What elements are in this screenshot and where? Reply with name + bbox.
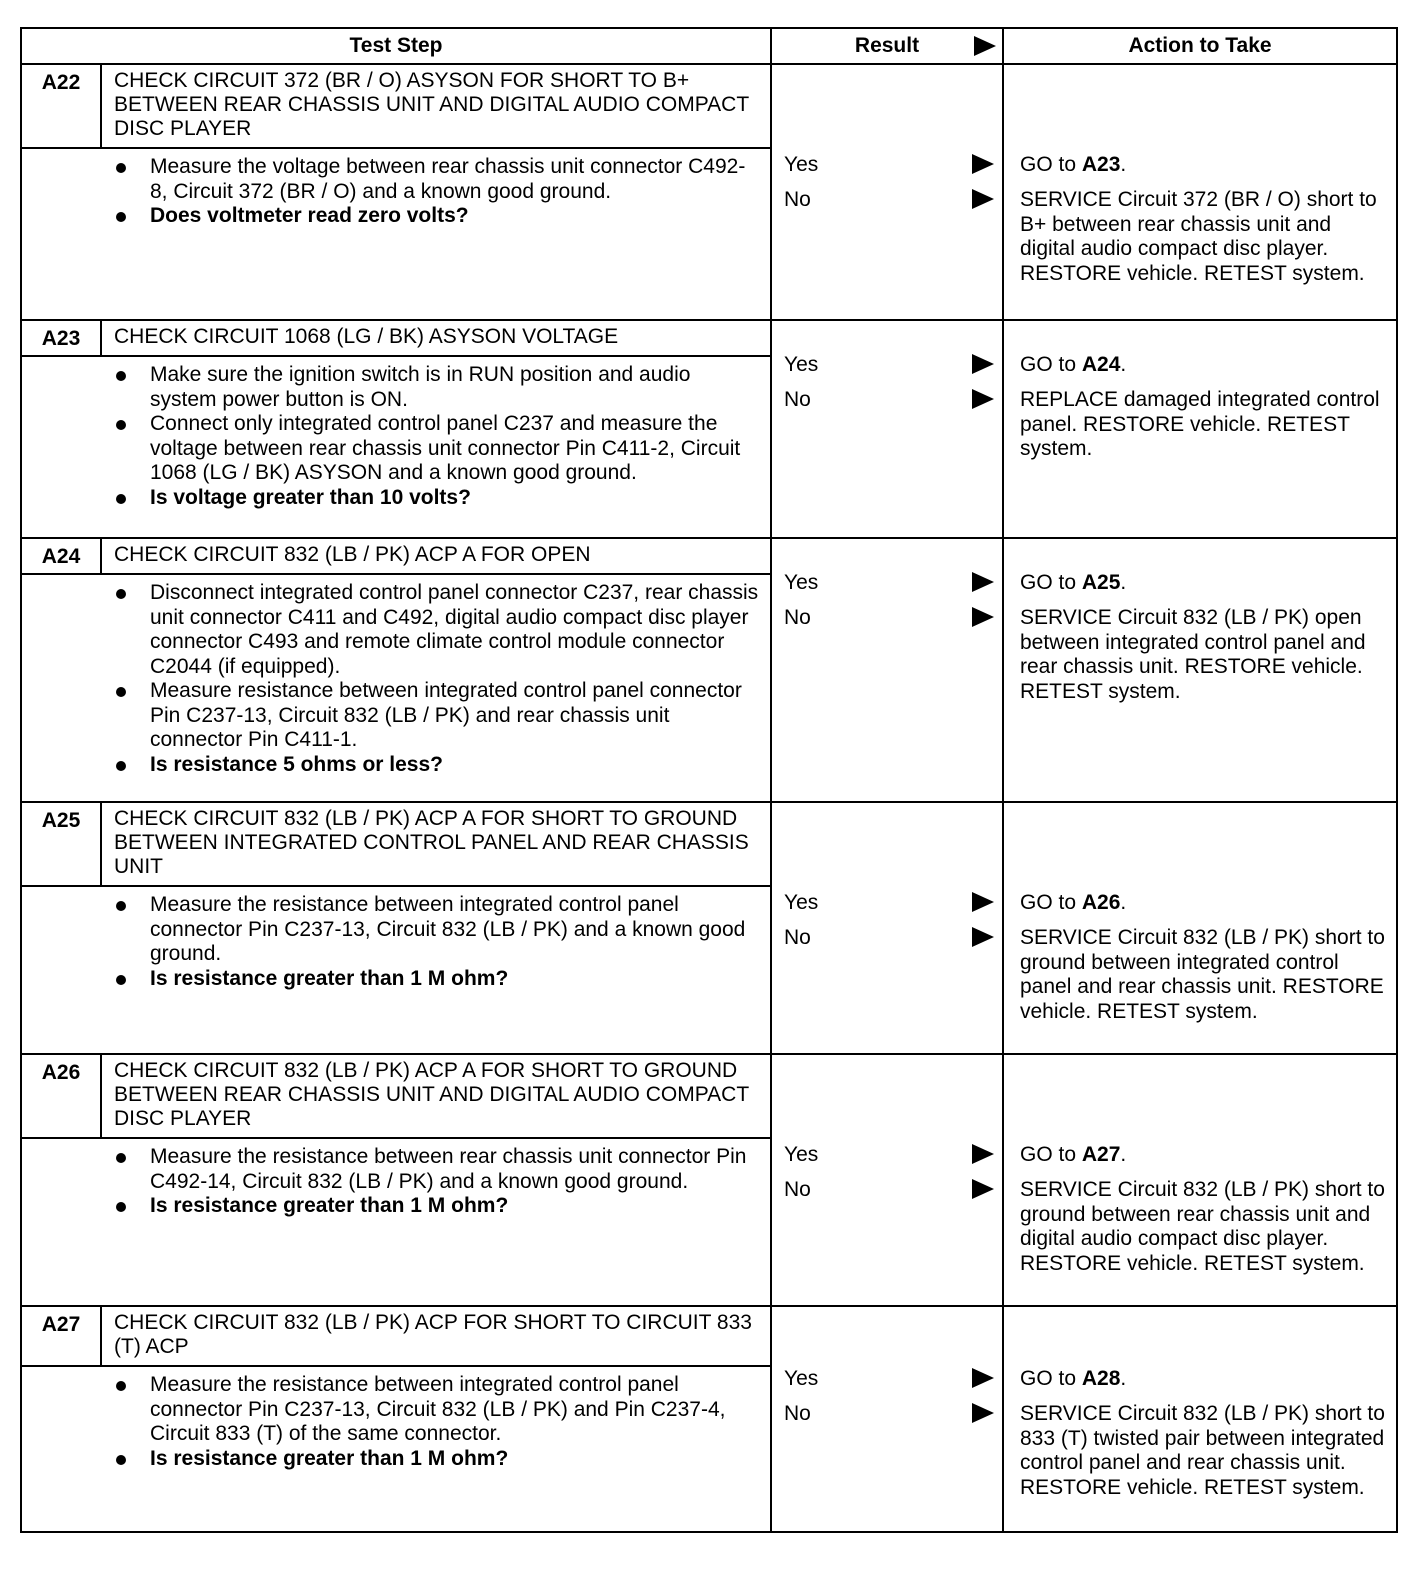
result-yes xyxy=(772,571,1002,606)
result-yes-label: Yes xyxy=(784,153,819,176)
step-body xyxy=(22,887,770,999)
header-action: Action to Take xyxy=(1003,28,1397,64)
action-yes-prefix: GO to xyxy=(1020,1143,1077,1166)
result-cell xyxy=(771,802,1003,1054)
action-cell xyxy=(1003,802,1397,1054)
arrow-right-icon xyxy=(972,1403,994,1423)
table-row xyxy=(21,538,1397,802)
step-id: A22 xyxy=(22,65,102,147)
action-yes-suffix: . xyxy=(1120,1367,1127,1390)
action-cell xyxy=(1003,64,1397,320)
step-question: Is resistance greater than 1 M ohm? xyxy=(114,1194,760,1219)
action-yes xyxy=(1004,353,1396,388)
result-cell xyxy=(771,1054,1003,1306)
result-no-label: No xyxy=(784,388,811,411)
step-header xyxy=(22,1055,770,1139)
step-instruction: Make sure the ignition switch is in RUN position and audio system power button is ON. xyxy=(114,363,760,412)
test-step-cell xyxy=(21,1054,771,1306)
table-row xyxy=(21,1306,1397,1532)
arrow-right-icon xyxy=(972,892,994,912)
result-no xyxy=(772,1402,1002,1437)
action-yes-suffix: . xyxy=(1120,153,1127,176)
action-cell xyxy=(1003,538,1397,802)
action-no: SERVICE Circuit 832 (LB / PK) open between integrated control panel and rear chassis unit. RESTORE vehicle. RETEST system. xyxy=(1020,606,1366,703)
result-yes xyxy=(772,891,1002,926)
table-row xyxy=(21,320,1397,538)
step-title: CHECK CIRCUIT 832 (LB / PK) ACP FOR SHORT TO CIRCUIT 833 (T) ACP xyxy=(114,1311,752,1358)
step-id: A26 xyxy=(22,1055,102,1137)
arrow-right-icon xyxy=(972,927,994,947)
result-yes-label: Yes xyxy=(784,1367,819,1390)
arrow-right-icon xyxy=(972,1179,994,1199)
header-result xyxy=(771,28,1003,64)
action-yes-prefix: GO to xyxy=(1020,571,1077,594)
result-no-label: No xyxy=(784,1402,811,1425)
action-yes-target: A28 xyxy=(1081,1367,1121,1390)
step-id: A23 xyxy=(22,321,102,355)
action-yes-prefix: GO to xyxy=(1020,153,1077,176)
step-body xyxy=(22,1367,770,1479)
action-cell xyxy=(1003,1054,1397,1306)
action-yes-suffix: . xyxy=(1120,891,1127,914)
result-cell xyxy=(771,320,1003,538)
result-yes xyxy=(772,353,1002,388)
result-yes xyxy=(772,1143,1002,1178)
action-yes xyxy=(1004,153,1396,188)
table-row xyxy=(21,64,1397,320)
action-yes-prefix: GO to xyxy=(1020,891,1077,914)
action-yes-suffix: . xyxy=(1120,1143,1127,1166)
test-step-cell xyxy=(21,802,771,1054)
action-yes-suffix: . xyxy=(1120,571,1127,594)
arrow-right-icon xyxy=(972,1144,994,1164)
result-no xyxy=(772,388,1002,423)
result-yes-label: Yes xyxy=(784,571,819,594)
step-id: A27 xyxy=(22,1307,102,1365)
step-title: CHECK CIRCUIT 372 (BR / O) ASYSON FOR SHORT TO B+ BETWEEN REAR CHASSIS UNIT AND DIGITAL AUDIO COMPACT DISC PLAYER xyxy=(114,69,749,140)
action-yes xyxy=(1004,1367,1396,1402)
step-body xyxy=(22,149,770,237)
action-yes-target: A24 xyxy=(1081,353,1121,376)
diagnostic-table-container xyxy=(20,27,1396,1533)
result-no-label: No xyxy=(784,926,811,949)
action-no: SERVICE Circuit 372 (BR / O) short to B+ between rear chassis unit and digital audio compact disc player. RESTORE vehicle. RETEST system. xyxy=(1020,188,1377,285)
table-row xyxy=(21,802,1397,1054)
step-question: Does voltmeter read zero volts? xyxy=(114,204,760,229)
step-instruction: Measure resistance between integrated control panel connector Pin C237-13, Circuit 832 (LB / PK) and rear chassis unit connector Pin C411-1. xyxy=(114,679,760,753)
arrow-right-icon xyxy=(972,572,994,592)
step-instruction: Measure the resistance between integrated control panel connector Pin C237-13, Circuit 832 (LB / PK) and a known good ground. xyxy=(114,893,760,967)
action-yes-target: A23 xyxy=(1081,153,1121,176)
result-cell xyxy=(771,1306,1003,1532)
step-id: A24 xyxy=(22,539,102,573)
step-header xyxy=(22,65,770,149)
header-row xyxy=(21,28,1397,64)
action-yes xyxy=(1004,891,1396,926)
arrow-right-icon xyxy=(972,607,994,627)
step-title: CHECK CIRCUIT 832 (LB / PK) ACP A FOR SHORT TO GROUND BETWEEN REAR CHASSIS UNIT AND DIGITAL AUDIO COMPACT DISC PLAYER xyxy=(114,1059,749,1130)
result-no xyxy=(772,926,1002,961)
test-step-cell xyxy=(21,538,771,802)
result-no-label: No xyxy=(784,1178,811,1201)
action-yes-target: A25 xyxy=(1081,571,1121,594)
result-yes-label: Yes xyxy=(784,1143,819,1166)
arrow-right-icon xyxy=(972,389,994,409)
action-no: SERVICE Circuit 832 (LB / PK) short to 833 (T) twisted pair between integrated control panel and rear chassis unit. RESTORE vehicle. RETEST system. xyxy=(1020,1402,1385,1499)
result-no xyxy=(772,606,1002,641)
table-row xyxy=(21,1054,1397,1306)
step-header xyxy=(22,321,770,357)
table-body xyxy=(21,64,1397,1532)
action-yes xyxy=(1004,1143,1396,1178)
step-title: CHECK CIRCUIT 832 (LB / PK) ACP A FOR OPEN xyxy=(114,543,591,566)
step-question: Is resistance greater than 1 M ohm? xyxy=(114,1447,760,1472)
result-yes-label: Yes xyxy=(784,353,819,376)
header-test-step: Test Step xyxy=(21,28,771,64)
result-no xyxy=(772,1178,1002,1213)
action-yes-prefix: GO to xyxy=(1020,1367,1077,1390)
result-no xyxy=(772,188,1002,223)
test-step-cell xyxy=(21,1306,771,1532)
result-yes-label: Yes xyxy=(784,891,819,914)
step-instruction: Measure the resistance between integrated control panel connector Pin C237-13, Circuit 832 (LB / PK) and Pin C237-4, Circuit 833 (T) of the same connector. xyxy=(114,1373,760,1447)
result-yes xyxy=(772,1367,1002,1402)
arrow-right-icon xyxy=(974,36,996,56)
step-body xyxy=(22,1139,770,1227)
action-no: REPLACE damaged integrated control panel. RESTORE vehicle. RETEST system. xyxy=(1020,388,1380,460)
test-step-cell xyxy=(21,64,771,320)
arrow-right-icon xyxy=(972,354,994,374)
arrow-right-icon xyxy=(972,154,994,174)
action-cell xyxy=(1003,320,1397,538)
diagnostic-table xyxy=(20,27,1398,1533)
step-instruction: Measure the resistance between rear chassis unit connector Pin C492-14, Circuit 832 (LB / PK) and a known good ground. xyxy=(114,1145,760,1194)
action-yes-target: A27 xyxy=(1081,1143,1121,1166)
action-yes-prefix: GO to xyxy=(1020,353,1077,376)
header-result-label: Result xyxy=(854,34,920,57)
result-cell xyxy=(771,538,1003,802)
step-header xyxy=(22,1307,770,1367)
result-no-label: No xyxy=(784,188,811,211)
step-instruction: Disconnect integrated control panel connector C237, rear chassis unit connector C411 and C492, digital audio compact disc player connector C493 and remote climate control module connector C2044 (if equipped). xyxy=(114,581,760,679)
action-no: SERVICE Circuit 832 (LB / PK) short to ground between integrated control panel and rear chassis unit. RESTORE vehicle. RETEST system. xyxy=(1020,926,1385,1023)
step-header xyxy=(22,539,770,575)
action-cell xyxy=(1003,1306,1397,1532)
arrow-right-icon xyxy=(972,1368,994,1388)
step-title: CHECK CIRCUIT 832 (LB / PK) ACP A FOR SHORT TO GROUND BETWEEN INTEGRATED CONTROL PANEL AND REAR CHASSIS UNIT xyxy=(114,807,749,878)
step-question: Is resistance greater than 1 M ohm? xyxy=(114,967,760,992)
step-question: Is voltage greater than 10 volts? xyxy=(114,486,760,511)
step-header xyxy=(22,803,770,887)
step-instruction: Measure the voltage between rear chassis unit connector C492-8, Circuit 372 (BR / O) and a known good ground. xyxy=(114,155,760,204)
action-yes xyxy=(1004,571,1396,606)
test-step-cell xyxy=(21,320,771,538)
step-question: Is resistance 5 ohms or less? xyxy=(114,753,760,778)
step-body xyxy=(22,575,770,785)
result-yes xyxy=(772,153,1002,188)
step-instruction: Connect only integrated control panel C237 and measure the voltage between rear chassis unit connector Pin C411-2, Circuit 1068 (LG / BK) ASYSON and a known good ground. xyxy=(114,412,760,486)
arrow-right-icon xyxy=(972,189,994,209)
step-id: A25 xyxy=(22,803,102,885)
action-yes-target: A26 xyxy=(1081,891,1121,914)
result-cell xyxy=(771,64,1003,320)
action-yes-suffix: . xyxy=(1120,353,1127,376)
result-no-label: No xyxy=(784,606,811,629)
step-body xyxy=(22,357,770,518)
action-no: SERVICE Circuit 832 (LB / PK) short to ground between rear chassis unit and digital audio compact disc player. RESTORE vehicle. RETEST system. xyxy=(1020,1178,1385,1275)
step-title: CHECK CIRCUIT 1068 (LG / BK) ASYSON VOLTAGE xyxy=(114,325,619,348)
